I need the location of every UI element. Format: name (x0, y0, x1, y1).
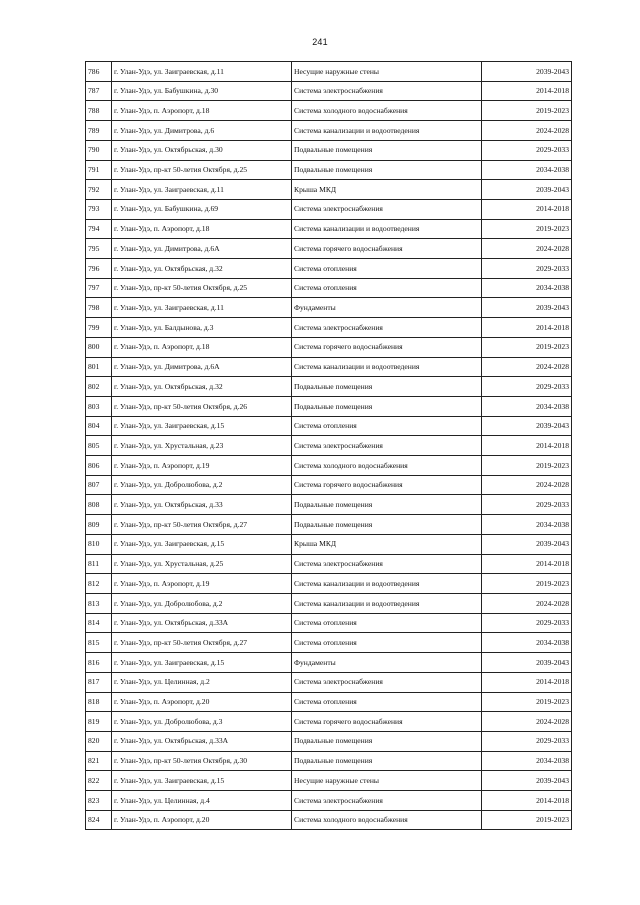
table-row (86, 692, 572, 712)
table-row (86, 337, 572, 357)
row-system: Крыша МКД (292, 180, 482, 200)
row-system: Система отопления (292, 416, 482, 436)
row-period: 2029-2033 (482, 613, 572, 633)
row-system: Система канализации и водоотведения (292, 121, 482, 141)
row-period: 2019-2023 (482, 337, 572, 357)
row-number: 824 (86, 810, 112, 830)
table-row (86, 554, 572, 574)
row-period: 2019-2023 (482, 101, 572, 121)
row-period: 2014-2018 (482, 672, 572, 692)
row-period: 2039-2043 (482, 534, 572, 554)
row-period: 2039-2043 (482, 298, 572, 318)
row-system: Система отопления (292, 259, 482, 279)
row-number: 802 (86, 377, 112, 397)
row-system: Система отопления (292, 278, 482, 298)
table-row (86, 377, 572, 397)
row-number: 799 (86, 318, 112, 338)
row-period: 2024-2028 (482, 593, 572, 613)
table-row (86, 121, 572, 141)
row-number: 800 (86, 337, 112, 357)
row-address: г. Улан-Удэ, п. Аэропорт, д.20 (112, 692, 292, 712)
table-row (86, 534, 572, 554)
table-row (86, 101, 572, 121)
row-system: Несущие наружные стены (292, 62, 482, 82)
row-period: 2014-2018 (482, 81, 572, 101)
row-address: г. Улан-Удэ, ул. Заиграевская, д.11 (112, 298, 292, 318)
table-row (86, 613, 572, 633)
row-number: 796 (86, 259, 112, 279)
row-period: 2019-2023 (482, 456, 572, 476)
row-address: г. Улан-Удэ, ул. Октябрьская, д.33 (112, 495, 292, 515)
row-address: г. Улан-Удэ, ул. Целинная, д.2 (112, 672, 292, 692)
row-number: 789 (86, 121, 112, 141)
row-address: г. Улан-Удэ, ул. Заиграевская, д.15 (112, 534, 292, 554)
row-number: 798 (86, 298, 112, 318)
table-row (86, 515, 572, 535)
row-period: 2019-2023 (482, 574, 572, 594)
table-row (86, 239, 572, 259)
row-number: 807 (86, 475, 112, 495)
row-period: 2039-2043 (482, 653, 572, 673)
row-address: г. Улан-Удэ, ул. Добролюбова, д.2 (112, 475, 292, 495)
table-row (86, 593, 572, 613)
row-address: г. Улан-Удэ, п. Аэропорт, д.19 (112, 456, 292, 476)
row-period: 2014-2018 (482, 554, 572, 574)
row-period: 2029-2033 (482, 140, 572, 160)
row-system: Подвальные помещения (292, 396, 482, 416)
row-period: 2024-2028 (482, 357, 572, 377)
row-address: г. Улан-Удэ, пр-кт 50-летия Октября, д.27 (112, 515, 292, 535)
row-system: Подвальные помещения (292, 751, 482, 771)
table-body (86, 62, 572, 830)
row-number: 788 (86, 101, 112, 121)
row-address: г. Улан-Удэ, п. Аэропорт, д.20 (112, 810, 292, 830)
row-address: г. Улан-Удэ, ул. Октябрьская, д.33А (112, 613, 292, 633)
row-address: г. Улан-Удэ, ул. Димитрова, д.6А (112, 357, 292, 377)
table-row (86, 456, 572, 476)
row-system: Система электроснабжения (292, 554, 482, 574)
row-address: г. Улан-Удэ, ул. Димитрова, д.6А (112, 239, 292, 259)
row-number: 806 (86, 456, 112, 476)
row-period: 2019-2023 (482, 810, 572, 830)
row-address: г. Улан-Удэ, ул. Октябрьская, д.32 (112, 259, 292, 279)
row-period: 2019-2023 (482, 692, 572, 712)
row-number: 808 (86, 495, 112, 515)
row-system: Система горячего водоснабжения (292, 337, 482, 357)
row-period: 2014-2018 (482, 318, 572, 338)
row-address: г. Улан-Удэ, пр-кт 50-летия Октября, д.26 (112, 396, 292, 416)
row-system: Подвальные помещения (292, 495, 482, 515)
row-system: Система электроснабжения (292, 791, 482, 811)
row-system: Система горячего водоснабжения (292, 239, 482, 259)
row-number: 812 (86, 574, 112, 594)
row-number: 819 (86, 712, 112, 732)
row-system: Система горячего водоснабжения (292, 475, 482, 495)
table-row (86, 160, 572, 180)
row-period: 2039-2043 (482, 416, 572, 436)
table-row (86, 672, 572, 692)
row-address: г. Улан-Удэ, п. Аэропорт, д.18 (112, 101, 292, 121)
row-address: г. Улан-Удэ, п. Аэропорт, д.18 (112, 337, 292, 357)
row-number: 821 (86, 751, 112, 771)
row-system: Система канализации и водоотведения (292, 574, 482, 594)
table-row (86, 810, 572, 830)
row-period: 2024-2028 (482, 239, 572, 259)
row-system: Система горячего водоснабжения (292, 712, 482, 732)
table-row (86, 791, 572, 811)
row-system: Система канализации и водоотведения (292, 357, 482, 377)
row-period: 2014-2018 (482, 791, 572, 811)
table-row (86, 416, 572, 436)
row-number: 801 (86, 357, 112, 377)
row-system: Подвальные помещения (292, 731, 482, 751)
row-address: г. Улан-Удэ, ул. Добролюбова, д.2 (112, 593, 292, 613)
row-number: 815 (86, 633, 112, 653)
repair-schedule-table (85, 61, 572, 830)
table-row (86, 495, 572, 515)
row-system: Подвальные помещения (292, 160, 482, 180)
table-row (86, 633, 572, 653)
row-system: Система электроснабжения (292, 81, 482, 101)
table-row (86, 140, 572, 160)
table-row (86, 219, 572, 239)
row-period: 2029-2033 (482, 731, 572, 751)
row-address: г. Улан-Удэ, пр-кт 50-летия Октября, д.27 (112, 633, 292, 653)
row-period: 2034-2038 (482, 633, 572, 653)
table-row (86, 475, 572, 495)
row-number: 794 (86, 219, 112, 239)
row-system: Система электроснабжения (292, 199, 482, 219)
row-period: 2029-2033 (482, 259, 572, 279)
row-address: г. Улан-Удэ, ул. Октябрьская, д.33А (112, 731, 292, 751)
row-number: 820 (86, 731, 112, 751)
row-address: г. Улан-Удэ, ул. Бабушкина, д.69 (112, 199, 292, 219)
row-number: 818 (86, 692, 112, 712)
row-system: Система электроснабжения (292, 672, 482, 692)
row-number: 810 (86, 534, 112, 554)
row-system: Фундаменты (292, 298, 482, 318)
row-system: Система холодного водоснабжения (292, 810, 482, 830)
table-row (86, 771, 572, 791)
row-period: 2024-2028 (482, 121, 572, 141)
row-address: г. Улан-Удэ, ул. Добролюбова, д.3 (112, 712, 292, 732)
row-period: 2034-2038 (482, 396, 572, 416)
row-address: г. Улан-Удэ, ул. Балдынова, д.3 (112, 318, 292, 338)
table-row (86, 751, 572, 771)
row-address: г. Улан-Удэ, ул. Заиграевская, д.15 (112, 771, 292, 791)
row-number: 813 (86, 593, 112, 613)
row-period: 2034-2038 (482, 160, 572, 180)
row-number: 803 (86, 396, 112, 416)
row-number: 823 (86, 791, 112, 811)
row-period: 2039-2043 (482, 771, 572, 791)
table-row (86, 396, 572, 416)
row-system: Несущие наружные стены (292, 771, 482, 791)
row-system: Система холодного водоснабжения (292, 456, 482, 476)
row-system: Система канализации и водоотведения (292, 219, 482, 239)
row-system: Подвальные помещения (292, 140, 482, 160)
table-row (86, 712, 572, 732)
row-period: 2014-2018 (482, 436, 572, 456)
row-system: Система отопления (292, 613, 482, 633)
row-period: 2034-2038 (482, 515, 572, 535)
row-number: 816 (86, 653, 112, 673)
row-address: г. Улан-Удэ, ул. Целинная, д.4 (112, 791, 292, 811)
table-row (86, 574, 572, 594)
row-system: Подвальные помещения (292, 515, 482, 535)
row-number: 811 (86, 554, 112, 574)
table-row (86, 318, 572, 338)
row-number: 797 (86, 278, 112, 298)
row-number: 822 (86, 771, 112, 791)
table-row (86, 298, 572, 318)
row-system: Система электроснабжения (292, 318, 482, 338)
row-address: г. Улан-Удэ, п. Аэропорт, д.19 (112, 574, 292, 594)
table-row (86, 81, 572, 101)
row-address: г. Улан-Удэ, ул. Октябрьская, д.32 (112, 377, 292, 397)
row-number: 795 (86, 239, 112, 259)
row-system: Подвальные помещения (292, 377, 482, 397)
row-period: 2014-2018 (482, 199, 572, 219)
row-period: 2034-2038 (482, 751, 572, 771)
row-address: г. Улан-Удэ, ул. Октябрьская, д.30 (112, 140, 292, 160)
table-row (86, 278, 572, 298)
table-row (86, 436, 572, 456)
row-period: 2024-2028 (482, 475, 572, 495)
table-row (86, 259, 572, 279)
row-period: 2039-2043 (482, 180, 572, 200)
row-system: Система канализации и водоотведения (292, 593, 482, 613)
row-system: Система отопления (292, 633, 482, 653)
row-period: 2019-2023 (482, 219, 572, 239)
row-address: г. Улан-Удэ, ул. Хрустальная, д.25 (112, 554, 292, 574)
table-row (86, 199, 572, 219)
row-period: 2029-2033 (482, 495, 572, 515)
row-address: г. Улан-Удэ, ул. Заиграевская, д.15 (112, 653, 292, 673)
row-period: 2024-2028 (482, 712, 572, 732)
row-address: г. Улан-Удэ, ул. Заиграевская, д.11 (112, 62, 292, 82)
table-row (86, 180, 572, 200)
row-address: г. Улан-Удэ, п. Аэропорт, д.18 (112, 219, 292, 239)
row-number: 817 (86, 672, 112, 692)
row-address: г. Улан-Удэ, пр-кт 50-летия Октября, д.25 (112, 160, 292, 180)
row-system: Система холодного водоснабжения (292, 101, 482, 121)
row-system: Система отопления (292, 692, 482, 712)
page-number: 241 (312, 37, 328, 47)
row-number: 805 (86, 436, 112, 456)
table-row (86, 653, 572, 673)
row-number: 787 (86, 81, 112, 101)
row-address: г. Улан-Удэ, ул. Заиграевская, д.11 (112, 180, 292, 200)
row-number: 786 (86, 62, 112, 82)
row-address: г. Улан-Удэ, ул. Заиграевская, д.15 (112, 416, 292, 436)
row-period: 2034-2038 (482, 278, 572, 298)
row-system: Крыша МКД (292, 534, 482, 554)
table-row (86, 731, 572, 751)
row-number: 791 (86, 160, 112, 180)
row-number: 804 (86, 416, 112, 436)
row-address: г. Улан-Удэ, ул. Димитрова, д.6 (112, 121, 292, 141)
row-address: г. Улан-Удэ, пр-кт 50-летия Октября, д.30 (112, 751, 292, 771)
row-number: 790 (86, 140, 112, 160)
row-address: г. Улан-Удэ, ул. Хрустальная, д.23 (112, 436, 292, 456)
row-address: г. Улан-Удэ, ул. Бабушкина, д.30 (112, 81, 292, 101)
table-row (86, 357, 572, 377)
row-number: 814 (86, 613, 112, 633)
row-system: Фундаменты (292, 653, 482, 673)
row-period: 2039-2043 (482, 62, 572, 82)
row-number: 792 (86, 180, 112, 200)
row-number: 793 (86, 199, 112, 219)
row-address: г. Улан-Удэ, пр-кт 50-летия Октября, д.25 (112, 278, 292, 298)
row-number: 809 (86, 515, 112, 535)
row-system: Система электроснабжения (292, 436, 482, 456)
row-period: 2029-2033 (482, 377, 572, 397)
table-row (86, 62, 572, 82)
